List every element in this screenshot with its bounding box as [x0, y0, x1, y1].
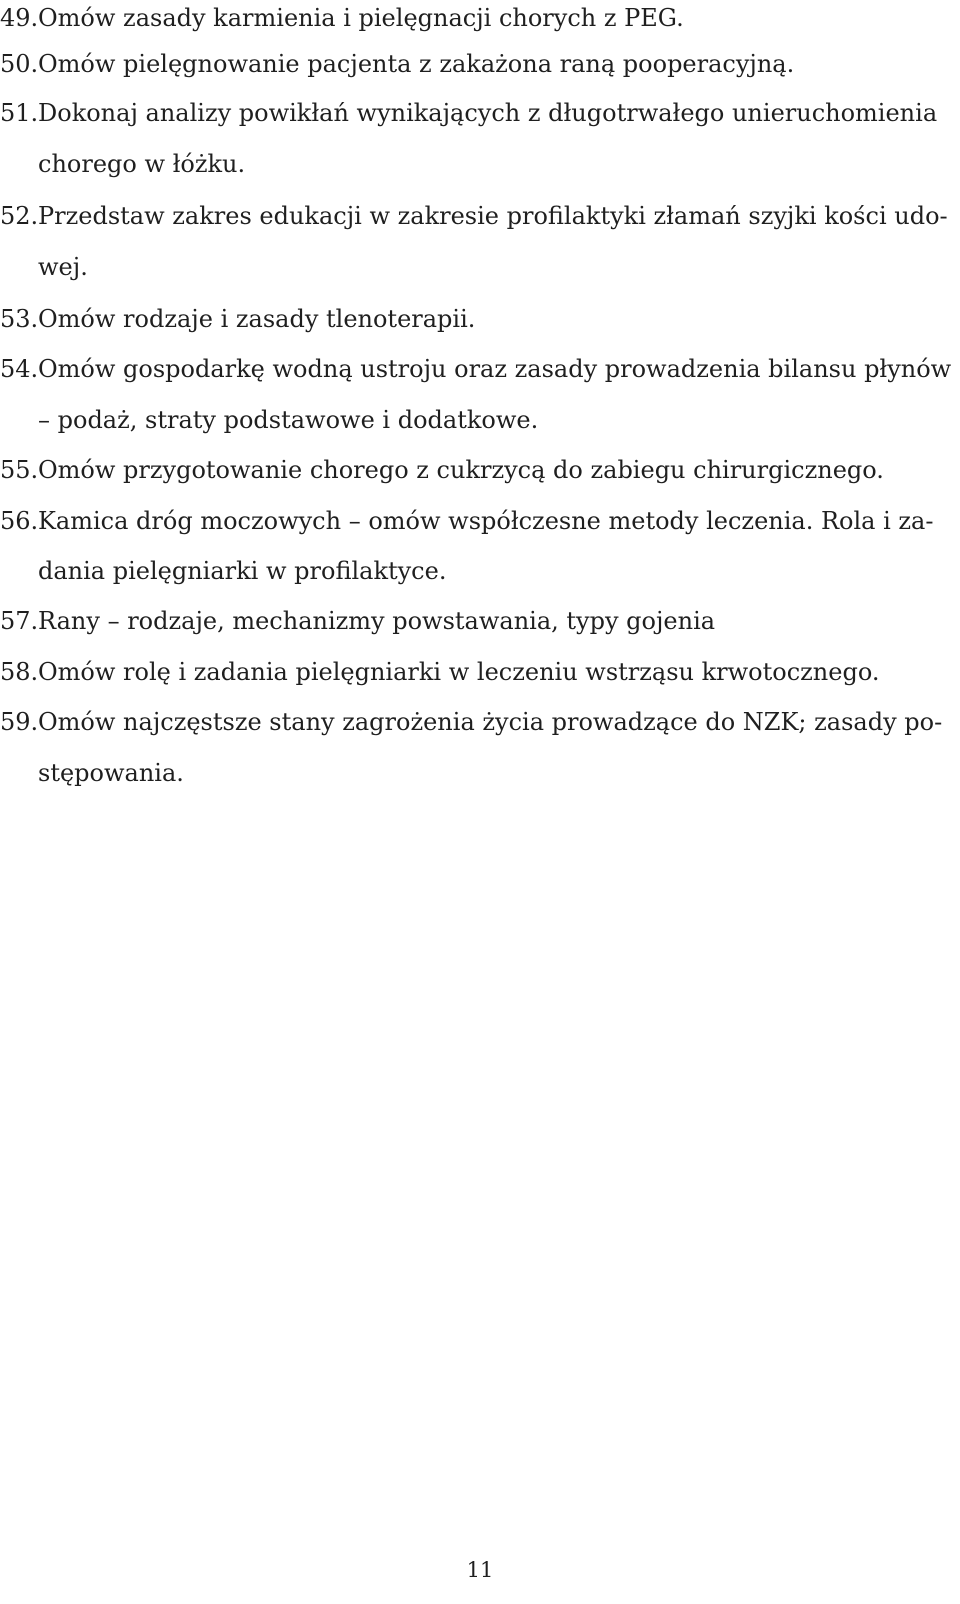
list-item-number: 59.	[0, 708, 39, 736]
list-item-text: Kamica dróg moczowych – omów współczesne metody leczenia. Rola i za-	[38, 507, 934, 535]
list-item-text: Omów zasady karmienia i pielęgnacji chorych z PEG.	[38, 4, 684, 32]
list-item-line	[38, 545, 446, 597]
list-item-line	[38, 138, 245, 190]
list-item-number: 51.	[0, 99, 39, 127]
list-item-line	[0, 444, 884, 496]
list-item-line	[0, 696, 942, 748]
list-item-line	[0, 343, 951, 395]
list-item-number: 55.	[0, 456, 39, 484]
list-item-line	[0, 87, 937, 139]
list-item-text: chorego w łóżku.	[38, 150, 246, 178]
list-item-text: Omów pielęgnowanie pacjenta z zakażona raną pooperacyjną.	[38, 50, 795, 78]
list-item-text: Omów najczęstsze stany zagrożenia życia prowadzące do NZK; zasady po-	[38, 708, 943, 736]
list-item-number: 57.	[0, 607, 39, 635]
list-item-text: Dokonaj analizy powikłań wynikających z długotrwałego unieruchomienia	[38, 99, 938, 127]
list-item-number: 54.	[0, 355, 39, 383]
list-item-number: 56.	[0, 507, 39, 535]
list-item-text: stępowania.	[38, 759, 184, 787]
list-item-number: 49.	[0, 4, 39, 32]
list-item-line	[38, 394, 538, 446]
list-item-text: wej.	[38, 253, 88, 281]
list-item-number: 58.	[0, 658, 39, 686]
list-item-number: 50.	[0, 50, 39, 78]
list-item-text: Omów gospodarkę wodną ustroju oraz zasady prowadzenia bilansu płynów	[38, 355, 952, 383]
list-item-line	[38, 241, 88, 293]
list-item-number: 53.	[0, 305, 39, 333]
page-number: 11	[466, 1558, 494, 1582]
list-item-text: Przedstaw zakres edukacji w zakresie profilaktyki złamań szyjki kości udo-	[38, 202, 948, 230]
list-item-line	[38, 747, 184, 799]
list-item-line	[0, 646, 880, 698]
list-item-line	[0, 38, 794, 90]
list-item-line	[0, 190, 948, 242]
list-item-text: – podaż, straty podstawowe i dodatkowe.	[38, 406, 539, 434]
list-item-text: dania pielęgniarki w profilaktyce.	[38, 557, 447, 585]
list-item-text: Rany – rodzaje, mechanizmy powstawania, typy gojenia	[38, 607, 716, 635]
list-item-text: Omów rolę i zadania pielęgniarki w leczeniu wstrząsu krwotocznego.	[38, 658, 880, 686]
list-item-text: Omów rodzaje i zasady tlenoterapii.	[38, 305, 476, 333]
list-item-line	[0, 293, 475, 345]
list-item-line	[0, 495, 933, 547]
list-item-text: Omów przygotowanie chorego z cukrzycą do zabiegu chirurgicznego.	[38, 456, 884, 484]
list-item-number: 52.	[0, 202, 39, 230]
list-item-line	[0, 595, 715, 647]
